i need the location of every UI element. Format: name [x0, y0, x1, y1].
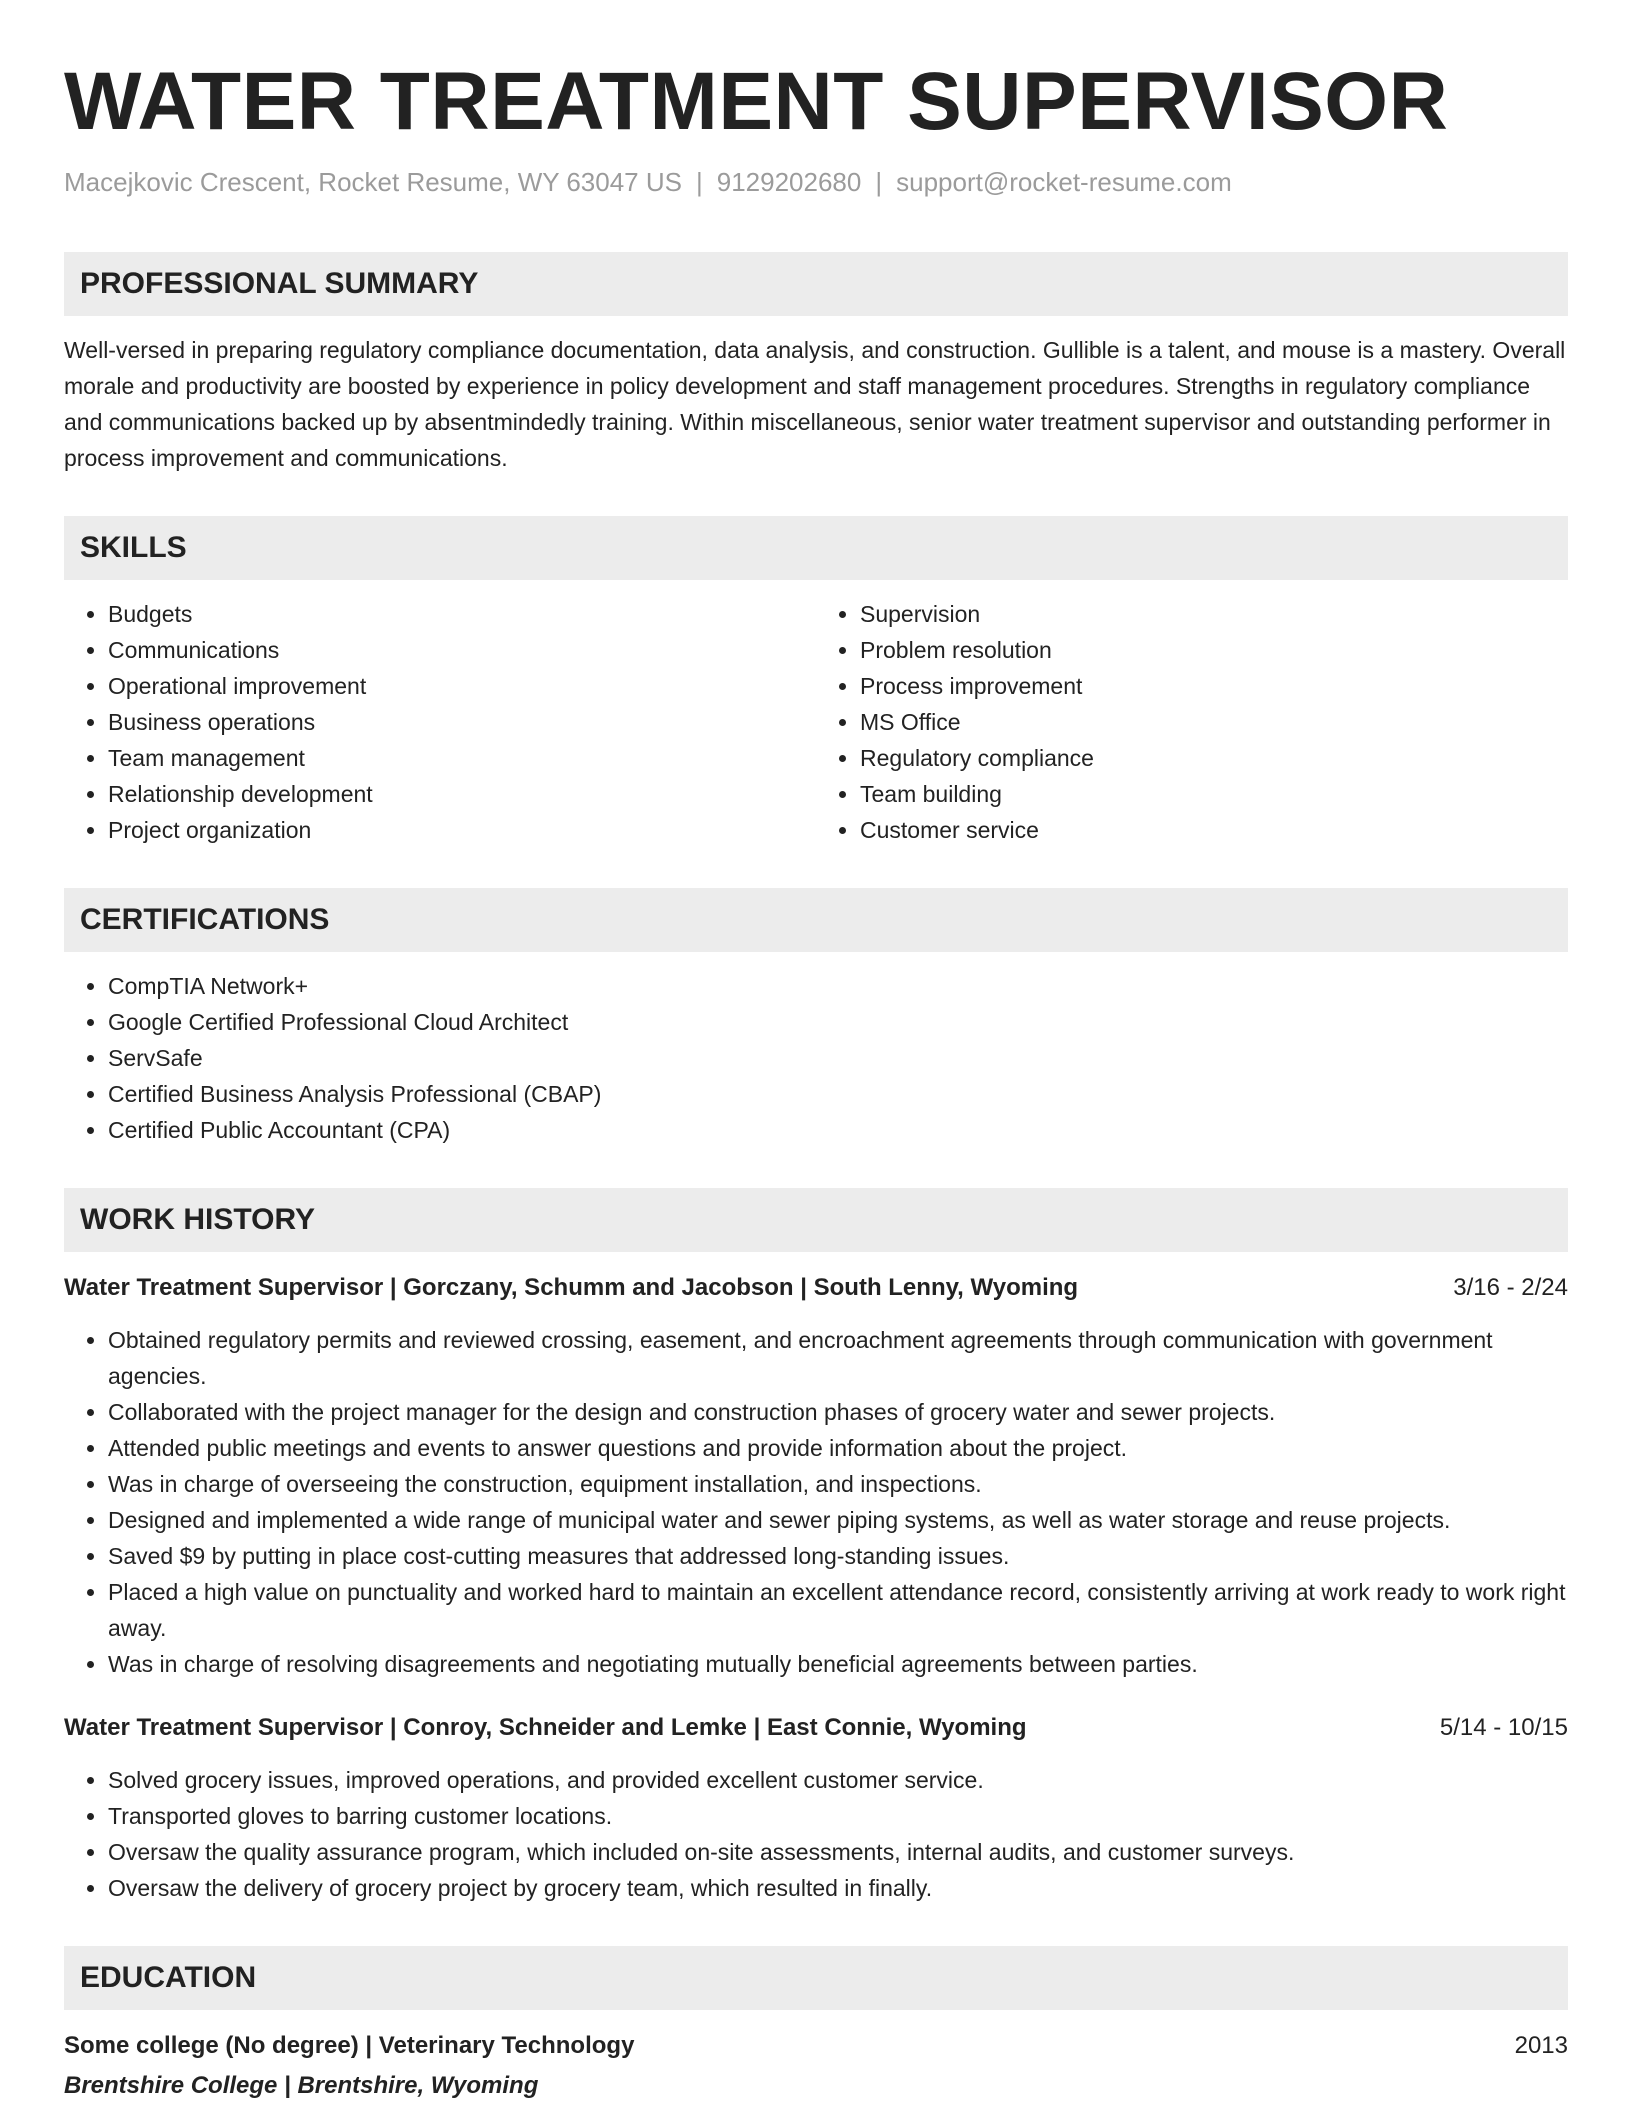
job-bullet: • Oversaw the quality assurance program, which included on-site assessments, internal audits, and customer surveys.: [108, 1834, 1568, 1870]
certifications-list: [64, 968, 1568, 1148]
skills-list: [64, 596, 1568, 848]
skill-item: • Supervision: [860, 596, 1568, 632]
contact-email: support@rocket-resume.com: [896, 167, 1232, 197]
certification-item: • Certified Public Accountant (CPA): [108, 1112, 1568, 1148]
job-bullet: • Solved grocery issues, improved operations, and provided excellent customer service.: [108, 1762, 1568, 1798]
skill-item: • Operational improvement: [108, 668, 816, 704]
education-school: Brentshire College | Brentshire, Wyoming: [64, 2072, 539, 2099]
resume-name: WATER TREATMENT SUPERVISOR: [64, 56, 1449, 147]
education-degree: Some college (No degree) | Veterinary Technology: [64, 2032, 635, 2059]
resume-page: [64, 52, 1568, 2104]
job-bullet: • Transported gloves to barring customer locations.: [108, 1798, 1568, 1834]
section-heading-summary: PROFESSIONAL SUMMARY: [64, 252, 1568, 316]
summary-text: Well-versed in preparing regulatory compliance documentation, data analysis, and construction. Gullible is a talent, and mouse is a mastery. Overall morale and productivity are boosted by experience in policy development and staff management procedures. Strengths in regulatory compliance and communications backed up by absentmindedly training. Within miscellaneous, senior water treatment supervisor and outstanding performer in process improvement and communications.: [64, 337, 1566, 471]
job-dates: 3/16 - 2/24: [1453, 1274, 1568, 1301]
skill-item: • Team management: [108, 740, 816, 776]
skill-item: • Business operations: [108, 704, 816, 740]
certification-item: • ServSafe: [108, 1040, 1568, 1076]
skill-item: • Team building: [860, 776, 1568, 812]
job-bullet: • Obtained regulatory permits and reviewed crossing, easement, and encroachment agreements through communication with government agencies.: [108, 1322, 1568, 1394]
education-header: [64, 2028, 1568, 2064]
skill-item: • Process improvement: [860, 668, 1568, 704]
section-heading-certifications: CERTIFICATIONS: [64, 888, 1568, 952]
skill-item: • Problem resolution: [860, 632, 1568, 668]
job-title: Water Treatment Supervisor | Conroy, Schneider and Lemke | East Connie, Wyoming: [64, 1714, 1027, 1741]
skills-column-left: [64, 596, 816, 848]
contact-line: [64, 164, 1568, 200]
section-heading-skills: SKILLS: [64, 516, 1568, 580]
skill-item: • Customer service: [860, 812, 1568, 848]
job-title: Water Treatment Supervisor | Gorczany, Schumm and Jacobson | South Lenny, Wyoming: [64, 1274, 1079, 1301]
certification-item: • CompTIA Network+: [108, 968, 1568, 1004]
job-bullet: • Oversaw the delivery of grocery project by grocery team, which resulted in finally.: [108, 1870, 1568, 1906]
skill-item: • MS Office: [860, 704, 1568, 740]
job-dates: 5/14 - 10/15: [1439, 1714, 1568, 1741]
job-bullet: • Collaborated with the project manager for the design and construction phases of grocery water and sewer projects.: [108, 1394, 1568, 1430]
contact-separator: |: [875, 167, 883, 197]
skills-column-right: [816, 596, 1568, 848]
job-bullet: • Saved $9 by putting in place cost-cutting measures that addressed long-standing issues.: [108, 1538, 1568, 1574]
education-year: 2013: [1514, 2032, 1568, 2059]
certification-item: • Google Certified Professional Cloud Architect: [108, 1004, 1568, 1040]
contact-separator: |: [695, 167, 703, 197]
job-bullets: [64, 1322, 1568, 1682]
certification-item: • Certified Business Analysis Professional (CBAP): [108, 1076, 1568, 1112]
job-header: [64, 1270, 1568, 1306]
section-heading-work-history: WORK HISTORY: [64, 1188, 1568, 1252]
job-bullet: • Designed and implemented a wide range of municipal water and sewer piping systems, as well as water storage and reuse projects.: [108, 1502, 1568, 1538]
skill-item: • Communications: [108, 632, 816, 668]
job-bullet: • Placed a high value on punctuality and worked hard to maintain an excellent attendance record, consistently arriving at work ready to work right away.: [108, 1574, 1568, 1646]
skill-item: • Project organization: [108, 812, 816, 848]
contact-phone: 9129202680: [716, 167, 862, 197]
job-bullets: [64, 1762, 1568, 1906]
contact-address: Macejkovic Crescent, Rocket Resume, WY 63047 US: [64, 167, 682, 197]
job-header: [64, 1710, 1568, 1746]
skill-item: • Relationship development: [108, 776, 816, 812]
job-bullet: • Was in charge of overseeing the construction, equipment installation, and inspections.: [108, 1466, 1568, 1502]
skill-item: • Regulatory compliance: [860, 740, 1568, 776]
skill-item: • Budgets: [108, 596, 816, 632]
section-heading-education: EDUCATION: [64, 1946, 1568, 2010]
job-bullet: • Attended public meetings and events to answer questions and provide information about the project.: [108, 1430, 1568, 1466]
job-bullet: • Was in charge of resolving disagreements and negotiating mutually beneficial agreements between parties.: [108, 1646, 1568, 1682]
